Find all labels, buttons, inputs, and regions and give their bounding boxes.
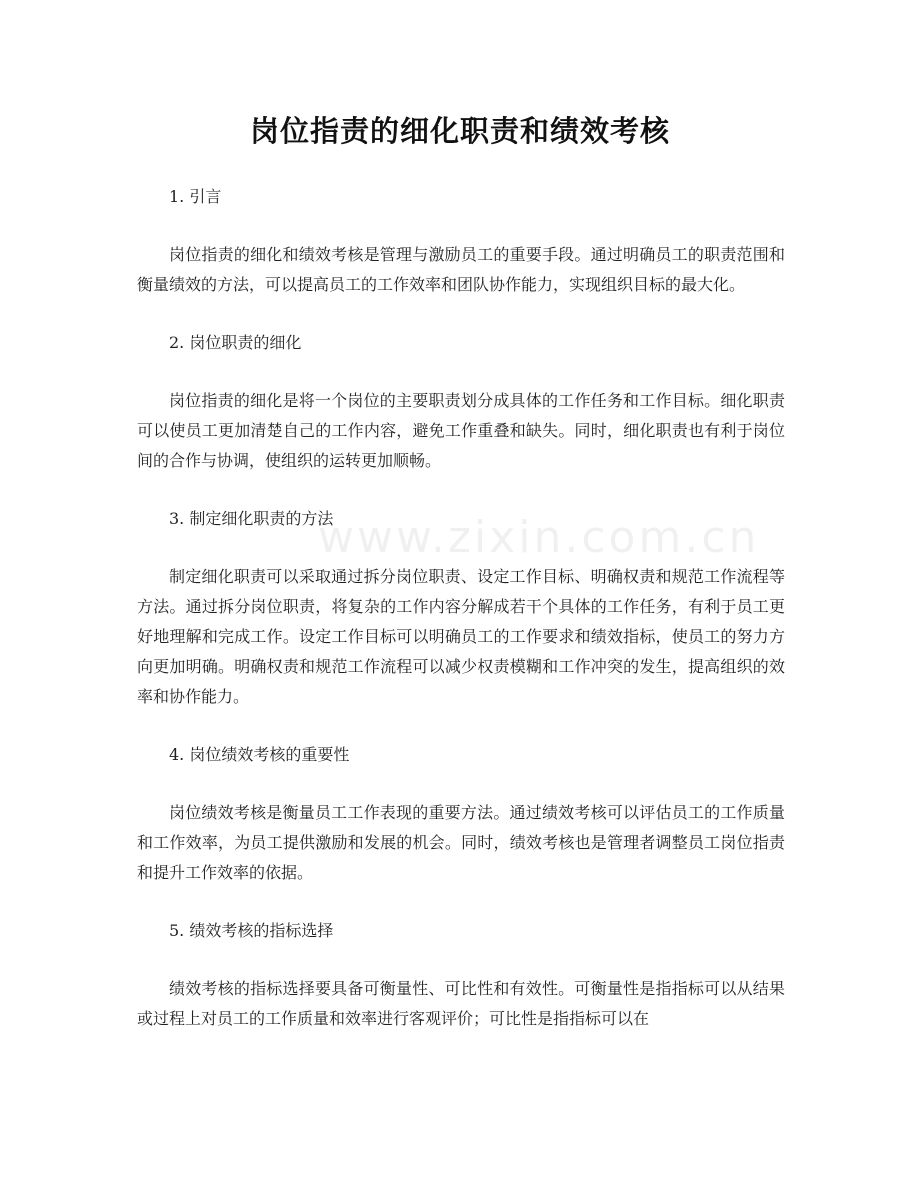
- section-paragraph-duty-refinement: 岗位指责的细化是将一个岗位的主要职责划分成具体的工作任务和工作目标。细化职责可以使员工更加清楚自己的工作内容，避免工作重叠和缺失。同时，细化职责也有利于岗位间的合作与协调，使组织的运转更加顺畅。: [137, 391, 785, 470]
- section-heading-importance: 4. 岗位绩效考核的重要性: [169, 745, 350, 764]
- section-paragraph-indicators: 绩效考核的指标选择要具备可衡量性、可比性和有效性。可衡量性是指指标可以从结果或过程上对员工的工作质量和效率进行客观评价；可比性是指指标可以在: [137, 979, 785, 1028]
- section-paragraph-methods: 制定细化职责可以采取通过拆分岗位职责、设定工作目标、明确权责和规范工作流程等方法。通过拆分岗位职责，将复杂的工作内容分解成若干个具体的工作任务，有利于员工更好地理解和完成工作。设定工作目标可以明确员工的工作要求和绩效指标，使员工的努力方向更加明确。明确权责和规范工作流程可以减少权责模糊和工作冲突的发生，提高组织的效率和协作能力。: [137, 567, 785, 706]
- section-paragraph-intro: 岗位指责的细化和绩效考核是管理与激励员工的重要手段。通过明确员工的职责范围和衡量绩效的方法，可以提高员工的工作效率和团队协作能力，实现组织目标的最大化。: [137, 245, 785, 294]
- section-heading-methods: 3. 制定细化职责的方法: [169, 509, 334, 528]
- section-paragraph-importance: 岗位绩效考核是衡量员工工作表现的重要方法。通过绩效考核可以评估员工的工作质量和工作效率，为员工提供激励和发展的机会。同时，绩效考核也是管理者调整员工岗位指责和提升工作效率的依据。: [137, 803, 785, 882]
- document-body: [137, 182, 785, 1062]
- document-title: 岗位指责的细化职责和绩效考核: [249, 114, 670, 148]
- section-heading-indicators: 5. 绩效考核的指标选择: [169, 921, 334, 940]
- watermark-text: www.zixin.com.cn: [318, 512, 760, 563]
- section-heading-intro: 1. 引言: [169, 187, 222, 206]
- section-heading-duty-refinement: 2. 岗位职责的细化: [169, 333, 302, 352]
